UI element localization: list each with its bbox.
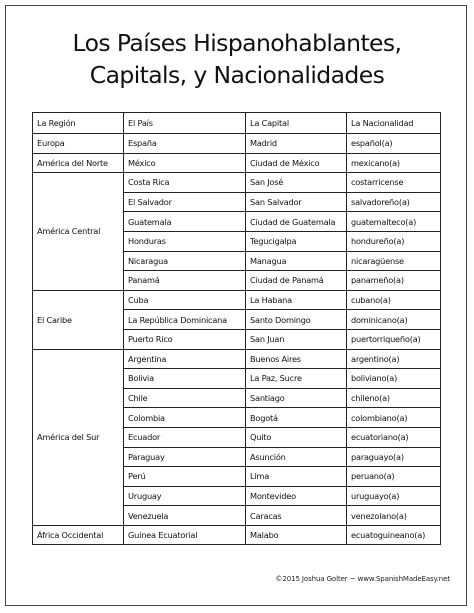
country-cell: Guatemala: [124, 212, 246, 232]
title-line-2: Capitals, y Nacionalidades: [89, 61, 385, 89]
capital-cell: Lima: [246, 467, 347, 487]
country-cell: Puerto Rico: [124, 329, 246, 349]
nationality-cell: boliviano(a): [347, 369, 441, 389]
capital-cell: Tegucigalpa: [246, 231, 347, 251]
country-cell: Chile: [124, 388, 246, 408]
capital-cell: Santiago: [246, 388, 347, 408]
nationality-cell: colombiano(a): [347, 408, 441, 428]
page-title: [0, 27, 474, 91]
header-country: El País: [124, 113, 246, 134]
country-cell: Perú: [124, 467, 246, 487]
capital-cell: Santo Domingo: [246, 310, 347, 330]
nationality-cell: puertorriqueño(a): [347, 329, 441, 349]
country-cell: Panamá: [124, 271, 246, 291]
nationality-cell: salvadoreño(a): [347, 192, 441, 212]
capital-cell: Madrid: [246, 134, 347, 154]
capital-cell: La Habana: [246, 290, 347, 310]
capital-cell: Ciudad de Guatemala: [246, 212, 347, 232]
table-row: [33, 134, 441, 154]
nationality-cell: venezolano(a): [347, 506, 441, 526]
nationality-cell: chileno(a): [347, 388, 441, 408]
country-cell: España: [124, 134, 246, 154]
capital-cell: San Juan: [246, 329, 347, 349]
country-cell: Venezuela: [124, 506, 246, 526]
nationality-cell: peruano(a): [347, 467, 441, 487]
capital-cell: Ciudad de México: [246, 153, 347, 173]
table-row: [33, 349, 441, 369]
nationality-cell: dominicano(a): [347, 310, 441, 330]
country-cell: Costa Rica: [124, 173, 246, 193]
capital-cell: La Paz, Sucre: [246, 369, 347, 389]
nationality-cell: ecuatoguineano(a): [347, 525, 441, 545]
capital-cell: Bogotá: [246, 408, 347, 428]
country-cell: Ecuador: [124, 427, 246, 447]
table-row: [33, 153, 441, 173]
capital-cell: Montevideo: [246, 486, 347, 506]
country-cell: Argentina: [124, 349, 246, 369]
country-cell: Honduras: [124, 231, 246, 251]
countries-table: [32, 112, 441, 545]
table-row: [33, 525, 441, 545]
country-cell: El Salvador: [124, 192, 246, 212]
country-cell: Colombia: [124, 408, 246, 428]
nationality-cell: uruguayo(a): [347, 486, 441, 506]
capital-cell: San Salvador: [246, 192, 347, 212]
nationality-cell: cubano(a): [347, 290, 441, 310]
capital-cell: Ciudad de Panamá: [246, 271, 347, 291]
nationality-cell: ecuatoriano(a): [347, 427, 441, 447]
capital-cell: Asunción: [246, 447, 347, 467]
capital-cell: Buenos Aires: [246, 349, 347, 369]
table-row: [33, 173, 441, 193]
country-cell: La República Dominicana: [124, 310, 246, 330]
country-cell: México: [124, 153, 246, 173]
header-region: La Región: [33, 113, 124, 134]
nationality-cell: español(a): [347, 134, 441, 154]
country-cell: Uruguay: [124, 486, 246, 506]
region-cell: América del Norte: [33, 153, 124, 173]
nationality-cell: costarricense: [347, 173, 441, 193]
copyright-footer: ©2015 Joshua Golter ~ www.SpanishMadeEasy.net: [275, 575, 450, 583]
table-body: [33, 134, 441, 545]
capital-cell: Quito: [246, 427, 347, 447]
region-cell: Europa: [33, 134, 124, 154]
country-cell: Paraguay: [124, 447, 246, 467]
table-header-row: [33, 113, 441, 134]
country-cell: Bolivia: [124, 369, 246, 389]
region-cell: América del Sur: [33, 349, 124, 525]
title-line-1: Los Países Hispanohablantes,: [72, 29, 402, 57]
capital-cell: Malabo: [246, 525, 347, 545]
country-cell: Nicaragua: [124, 251, 246, 271]
capital-cell: Managua: [246, 251, 347, 271]
header-nationality: La Nacionalidad: [347, 113, 441, 134]
country-cell: Guinea Ecuatorial: [124, 525, 246, 545]
region-cell: África Occidental: [33, 525, 124, 545]
nationality-cell: guatemalteco(a): [347, 212, 441, 232]
nationality-cell: nicaragüense: [347, 251, 441, 271]
nationality-cell: paraguayo(a): [347, 447, 441, 467]
table-row: [33, 290, 441, 310]
nationality-cell: panameño(a): [347, 271, 441, 291]
capital-cell: San José: [246, 173, 347, 193]
capital-cell: Caracas: [246, 506, 347, 526]
region-cell: América Central: [33, 173, 124, 291]
region-cell: El Caribe: [33, 290, 124, 349]
nationality-cell: argentino(a): [347, 349, 441, 369]
nationality-cell: hondureño(a): [347, 231, 441, 251]
header-capital: La Capital: [246, 113, 347, 134]
nationality-cell: mexicano(a): [347, 153, 441, 173]
country-cell: Cuba: [124, 290, 246, 310]
